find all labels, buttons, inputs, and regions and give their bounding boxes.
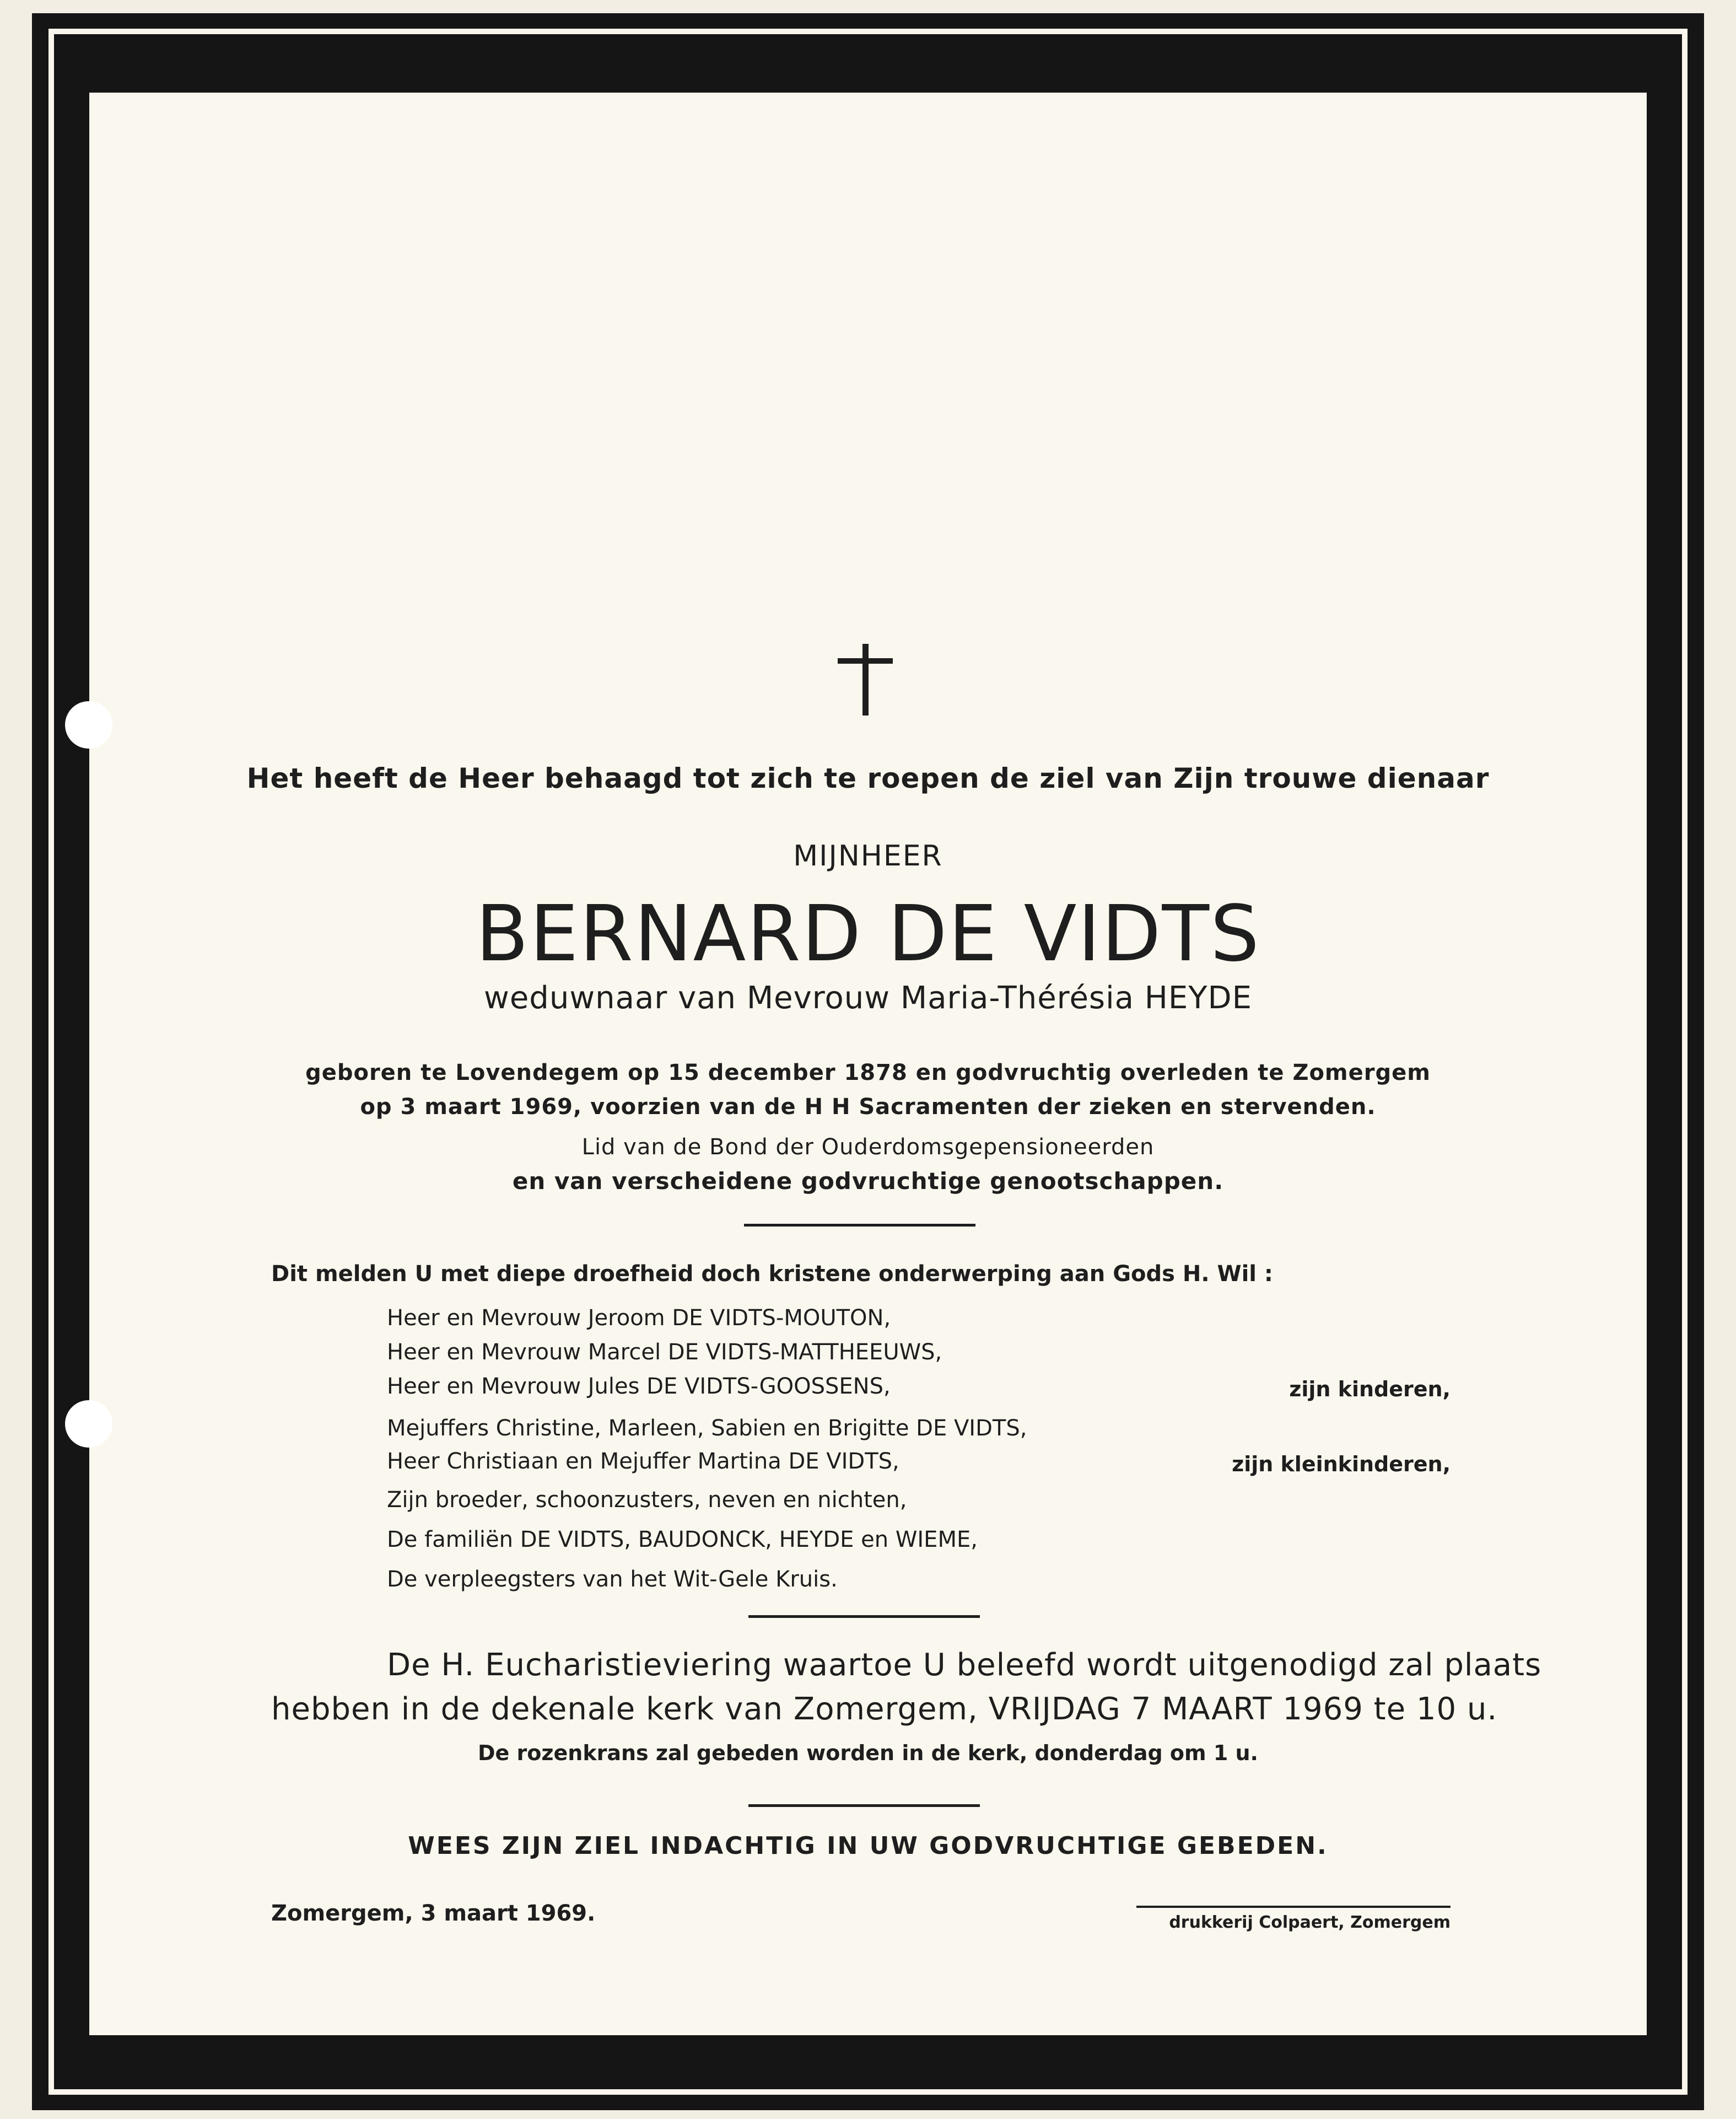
bio-line-4: en van verscheidene godvruchtige genootschappen. xyxy=(512,1168,1224,1195)
divider xyxy=(744,1224,975,1227)
announcement: Dit melden U met diepe droefheid doch kristene onderwerping aan Gods H. Wil : xyxy=(271,1261,1273,1287)
place-and-date: Zomergem, 3 maart 1969. xyxy=(271,1901,596,1926)
mass-line-2: hebben in de dekenale kerk van Zomergem, VRIJDAG 7 MAART 1969 te 10 u. xyxy=(271,1691,1498,1727)
mourner-line: Heer en Mevrouw Jeroom DE VIDTS-MOUTON, xyxy=(387,1305,891,1331)
prayer-request: WEES ZIJN ZIEL INDACHTIG IN UW GODVRUCHTIGE GEBEDEN. xyxy=(408,1832,1328,1860)
deceased-name: BERNARD DE VIDTS xyxy=(476,889,1260,979)
mourner-line: Heer Christiaan en Mejuffer Martina DE VIDTS, xyxy=(387,1449,899,1474)
intro-text: Het heeft de Heer behaagd tot zich te roepen de ziel van Zijn trouwe dienaar xyxy=(246,762,1490,794)
mourner-line: Heer en Mevrouw Jules DE VIDTS-GOOSSENS, xyxy=(387,1374,891,1399)
divider xyxy=(748,1615,980,1618)
mourner-line: Heer en Mevrouw Marcel DE VIDTS-MATTHEEUWS, xyxy=(387,1340,942,1365)
widower-line: weduwnaar van Mevrouw Maria-Thérésia HEYDE xyxy=(484,980,1252,1016)
mourner-line: Zijn broeder, schoonzusters, neven en nichten, xyxy=(387,1487,907,1513)
mourner-line: De familiën DE VIDTS, BAUDONCK, HEYDE en WIEME, xyxy=(387,1527,978,1552)
bio-line-1: geboren te Lovendegem op 15 december 1878 en godvruchtig overleden te Zomergem xyxy=(305,1060,1431,1085)
bio-line-3: Lid van de Bond der Ouderdomsgepensioneerden xyxy=(581,1134,1155,1160)
punch-hole xyxy=(65,1400,112,1448)
printer-credit: drukkerij Colpaert, Zomergem xyxy=(1169,1913,1451,1932)
mass-line-1: De H. Eucharistieviering waartoe U beleefd wordt uitgenodigd zal plaats xyxy=(387,1647,1542,1683)
honorific: MIJNHEER xyxy=(793,840,943,873)
rosary-line: De rozenkrans zal gebeden worden in de kerk, donderdag om 1 u. xyxy=(478,1741,1258,1765)
relation-children: zijn kinderen, xyxy=(1289,1377,1451,1401)
relation-grandchildren: zijn kleinkinderen, xyxy=(1232,1452,1451,1476)
divider xyxy=(748,1804,980,1807)
mourner-line: Mejuffers Christine, Marleen, Sabien en Brigitte DE VIDTS, xyxy=(387,1416,1027,1441)
cross-icon xyxy=(833,644,899,716)
bio-line-2: op 3 maart 1969, voorzien van de H H Sacramenten der zieken en stervenden. xyxy=(360,1094,1376,1120)
death-notice-card xyxy=(89,93,1647,2035)
punch-hole xyxy=(65,701,112,749)
mourner-line: De verpleegsters van het Wit-Gele Kruis. xyxy=(387,1567,838,1592)
printer-rule xyxy=(1136,1906,1451,1908)
